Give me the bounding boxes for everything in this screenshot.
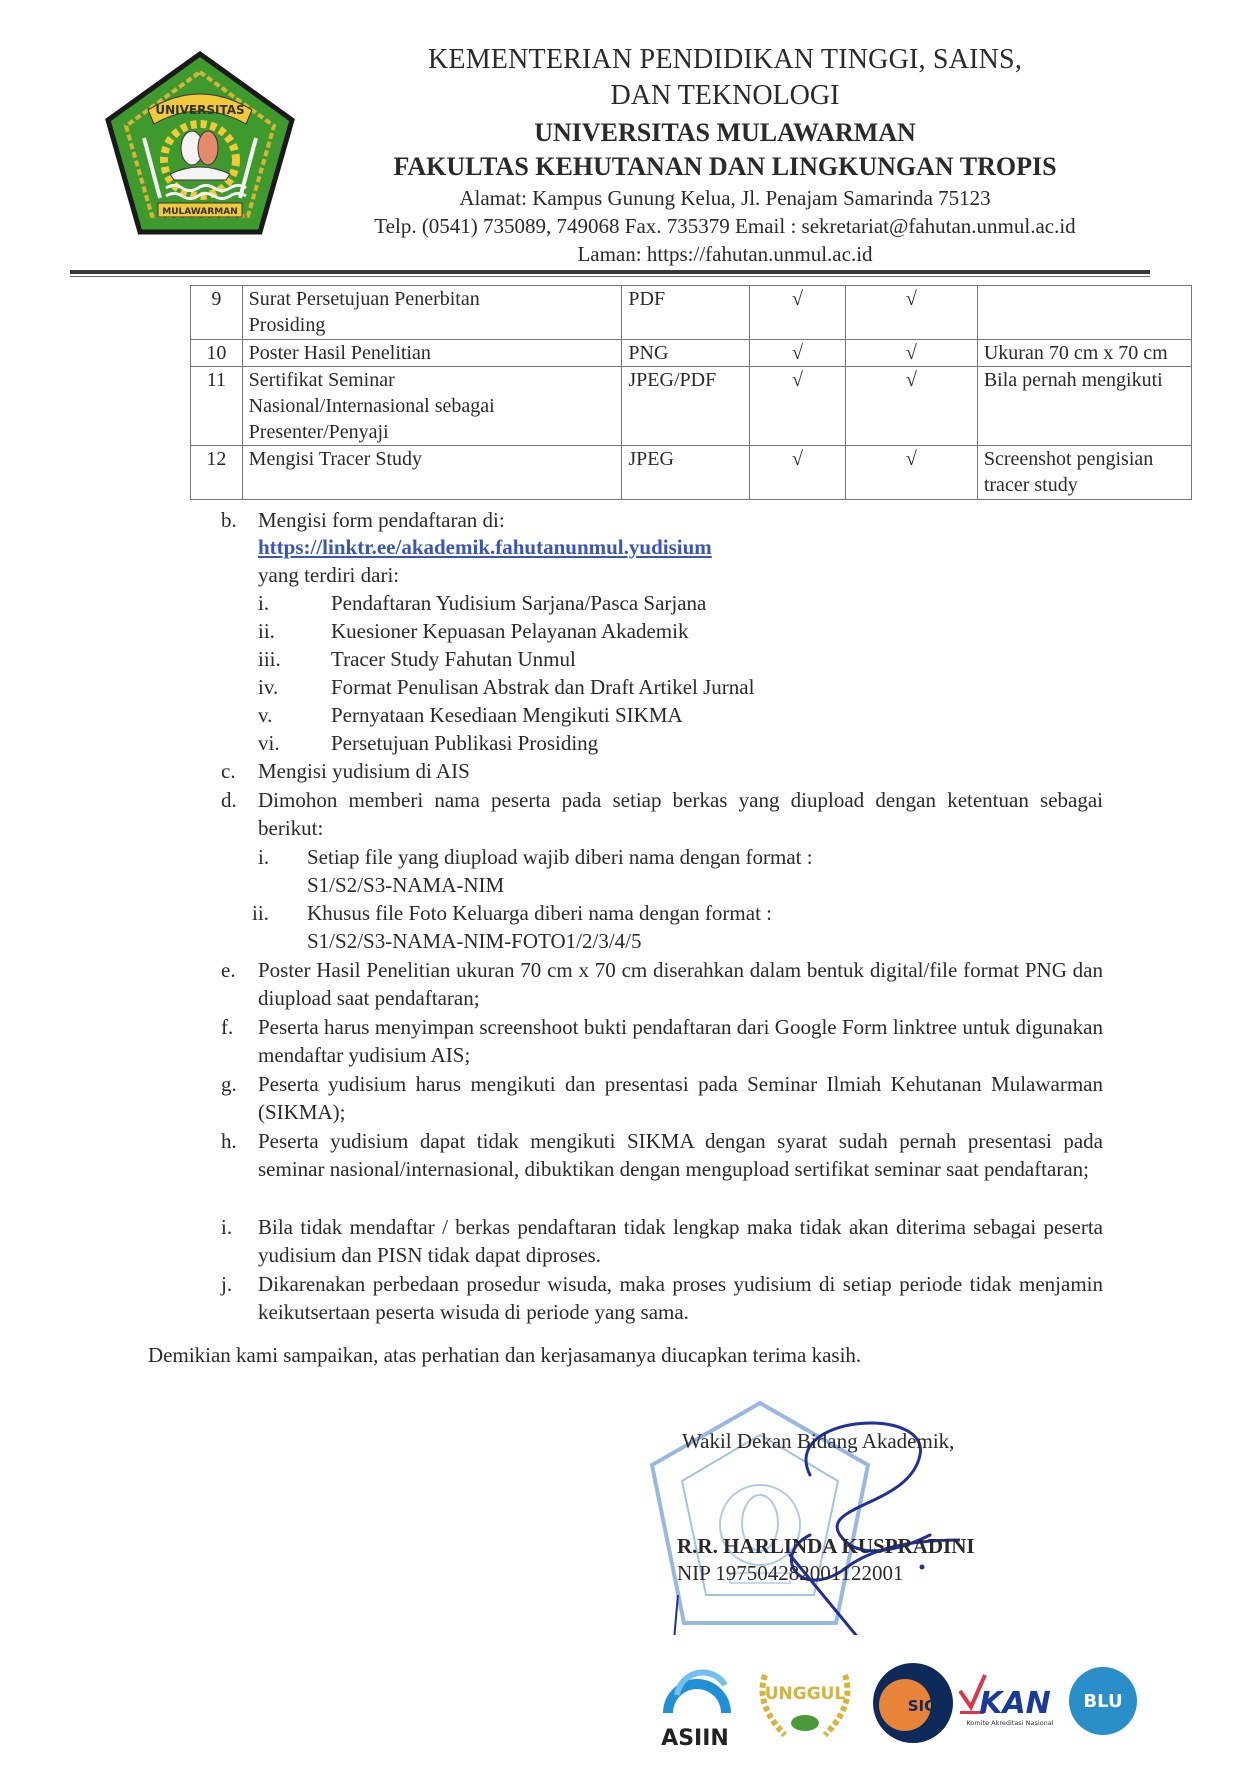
unggul-text: UNGGUL bbox=[764, 1684, 846, 1704]
sub-item-label: v. bbox=[258, 703, 273, 727]
accreditation-logos bbox=[655, 1655, 1145, 1750]
ministry-line-1: KEMENTERIAN PENDIDIKAN TINGGI, SAINS, bbox=[427, 44, 1023, 75]
closing-sentence: Demikian kami sampaikan, atas perhatian dan kerjasamanya diucapkan terima kasih. bbox=[148, 1343, 862, 1367]
table-row bbox=[191, 446, 1192, 500]
file-name-format: S1/S2/S3-NAMA-NIM-FOTO1/2/3/4/5 bbox=[307, 929, 642, 953]
ministry-line-2: DAN TEKNOLOGI bbox=[610, 80, 840, 111]
sub-item-text: Format Penulisan Abstrak dan Draft Artikel Jurnal bbox=[331, 675, 755, 699]
sub-item-text: Persetujuan Publikasi Prosiding bbox=[331, 731, 599, 755]
signatory-nip: NIP 197504282001122001 bbox=[677, 1561, 904, 1585]
logo-text-top: UNIVERSITAS bbox=[155, 103, 245, 117]
check-mark: √ bbox=[846, 446, 978, 500]
document-name-line: Nasional/Internasional sebagai bbox=[248, 395, 495, 417]
sucofindo-logo bbox=[873, 1663, 953, 1743]
file-format: JPEG bbox=[622, 446, 750, 500]
item-label: i. bbox=[221, 1215, 233, 1239]
check-mark: √ bbox=[846, 286, 978, 340]
document-name-line: Prosiding bbox=[248, 314, 326, 336]
check-mark: √ bbox=[750, 367, 846, 446]
file-format: PDF bbox=[622, 286, 750, 340]
item-label: g. bbox=[221, 1072, 237, 1096]
kan-text: KAN bbox=[979, 1686, 1051, 1721]
sub-item-label: ii. bbox=[258, 619, 275, 643]
kan-subtitle: Komite Akreditasi Nasional bbox=[966, 1719, 1054, 1727]
sub-item-text: Kuesioner Kepuasan Pelayanan Akademik bbox=[331, 619, 689, 643]
logo-text-bottom: MULAWARMAN bbox=[162, 207, 238, 217]
document-name-line: Sertifikat Seminar bbox=[248, 369, 395, 391]
sub-item-label: i. bbox=[258, 845, 270, 869]
item-text: Bila tidak mendaftar / berkas pendaftaran tidak lengkap maka tidak akan diterima sebagai peserta yudisium dan PISN tidak dapat diproses. bbox=[258, 1215, 1103, 1267]
sub-item-label: i. bbox=[258, 591, 270, 615]
item-text: Dimohon memberi nama peserta pada setiap berkas yang diupload dengan ketentuan sebagai berikut: bbox=[258, 788, 1103, 840]
sub-item-label: iv. bbox=[258, 675, 279, 699]
item-label: j. bbox=[221, 1272, 233, 1296]
document-name-line: Surat Persetujuan Penerbitan bbox=[248, 288, 480, 310]
sub-item-text: Khusus file Foto Keluarga diberi nama dengan format : bbox=[307, 901, 772, 925]
sub-item-text: Tracer Study Fahutan Unmul bbox=[331, 647, 576, 671]
signatory-name: R.R. HARLINDA KUSPRADINI bbox=[677, 1534, 975, 1558]
sub-item-label: ii. bbox=[252, 901, 269, 925]
sub-item-label: vi. bbox=[258, 731, 280, 755]
note bbox=[977, 286, 1191, 340]
header-divider bbox=[70, 270, 1150, 274]
file-name-format: S1/S2/S3-NAMA-NIM bbox=[307, 873, 505, 897]
asiin-text: ASIIN bbox=[661, 1726, 729, 1750]
row-number: 10 bbox=[191, 340, 243, 367]
check-mark: √ bbox=[750, 286, 846, 340]
document-name: Mengisi Tracer Study bbox=[242, 446, 622, 500]
note: Ukuran 70 cm x 70 cm bbox=[977, 340, 1191, 367]
item-label: h. bbox=[221, 1129, 237, 1153]
note: Screenshot pengisian tracer study bbox=[977, 446, 1191, 500]
university-logo bbox=[100, 48, 300, 243]
file-format: JPEG/PDF bbox=[622, 367, 750, 446]
sub-item-text: Setiap file yang diupload wajib diberi nama dengan format : bbox=[307, 845, 813, 869]
address: Alamat: Kampus Gunung Kelua, Jl. Penajam Samarinda 75123 bbox=[459, 186, 991, 210]
document-name bbox=[242, 286, 622, 340]
item-text: Peserta yudisium harus mengikuti dan presentasi pada Seminar Ilmiah Kehutanan Mulawarman (SIKMA); bbox=[258, 1072, 1103, 1124]
signatory-position: Wakil Dekan Bidang Akademik, bbox=[682, 1429, 955, 1453]
item-text: Dikarenakan perbedaan prosedur wisuda, maka proses yudisium di setiap periode tidak menjamin keikutsertaan peserta wisuda di periode yang sama. bbox=[258, 1272, 1103, 1324]
item-label: e. bbox=[221, 958, 236, 982]
item-text: Mengisi form pendaftaran di: bbox=[258, 508, 505, 532]
requirements-table bbox=[190, 285, 1192, 500]
file-format: PNG bbox=[622, 340, 750, 367]
check-mark: √ bbox=[750, 446, 846, 500]
item-text: Poster Hasil Penelitian ukuran 70 cm x 70 cm diserahkan dalam bentuk digital/file format PNG dan diupload saat pendaftaran; bbox=[258, 958, 1103, 1010]
sub-item-text: Pendaftaran Yudisium Sarjana/Pasca Sarjana bbox=[331, 591, 707, 615]
check-mark: √ bbox=[846, 367, 978, 446]
item-intro: yang terdiri dari: bbox=[258, 563, 400, 587]
document-name: Poster Hasil Penelitian bbox=[242, 340, 622, 367]
table-row bbox=[191, 340, 1192, 367]
item-text: Mengisi yudisium di AIS bbox=[258, 759, 470, 783]
sics-text: SICS bbox=[907, 1697, 947, 1715]
check-mark: √ bbox=[750, 340, 846, 367]
university-name: UNIVERSITAS MULAWARMAN bbox=[534, 118, 916, 147]
row-number: 12 bbox=[191, 446, 243, 500]
kan-logo bbox=[960, 1675, 1054, 1727]
document-name bbox=[242, 367, 622, 446]
contact-info: Telp. (0541) 735089, 749068 Fax. 735379 Email : sekretariat@fahutan.unmul.ac.id bbox=[374, 214, 1076, 238]
asiin-logo bbox=[661, 1672, 731, 1750]
check-mark: √ bbox=[846, 340, 978, 367]
item-label: d. bbox=[221, 788, 237, 812]
website: Laman: https://fahutan.unmul.ac.id bbox=[577, 242, 873, 266]
blu-text: BLU bbox=[1083, 1691, 1123, 1712]
item-label: f. bbox=[221, 1015, 234, 1039]
row-number: 9 bbox=[191, 286, 243, 340]
registration-link[interactable]: https://linktr.ee/akademik.fahutanunmul.yudisium bbox=[258, 535, 712, 559]
item-label: c. bbox=[221, 759, 236, 783]
header-divider-thin bbox=[70, 276, 1150, 277]
table-row bbox=[191, 286, 1192, 340]
item-label: b. bbox=[221, 508, 237, 532]
blu-logo bbox=[1069, 1667, 1137, 1735]
unggul-logo bbox=[763, 1675, 848, 1735]
sub-item-text: Pernyataan Kesediaan Mengikuti SIKMA bbox=[331, 703, 683, 727]
row-number: 11 bbox=[191, 367, 243, 446]
sub-item-label: iii. bbox=[258, 647, 281, 671]
item-text: Peserta harus menyimpan screenshoot bukti pendaftaran dari Google Form linktree untuk digunakan mendaftar yudisium AIS; bbox=[258, 1015, 1103, 1067]
table-row bbox=[191, 367, 1192, 446]
document-name-line: Presenter/Penyaji bbox=[248, 421, 389, 443]
note: Bila pernah mengikuti bbox=[977, 367, 1191, 446]
item-text: Peserta yudisium dapat tidak mengikuti SIKMA dengan syarat sudah pernah presentasi pada seminar nasional/internasional, dibuktikan dengan mengupload sertifikat seminar saat pendaftaran; bbox=[258, 1129, 1103, 1181]
faculty-name: FAKULTAS KEHUTANAN DAN LINGKUNGAN TROPIS bbox=[393, 152, 1057, 181]
